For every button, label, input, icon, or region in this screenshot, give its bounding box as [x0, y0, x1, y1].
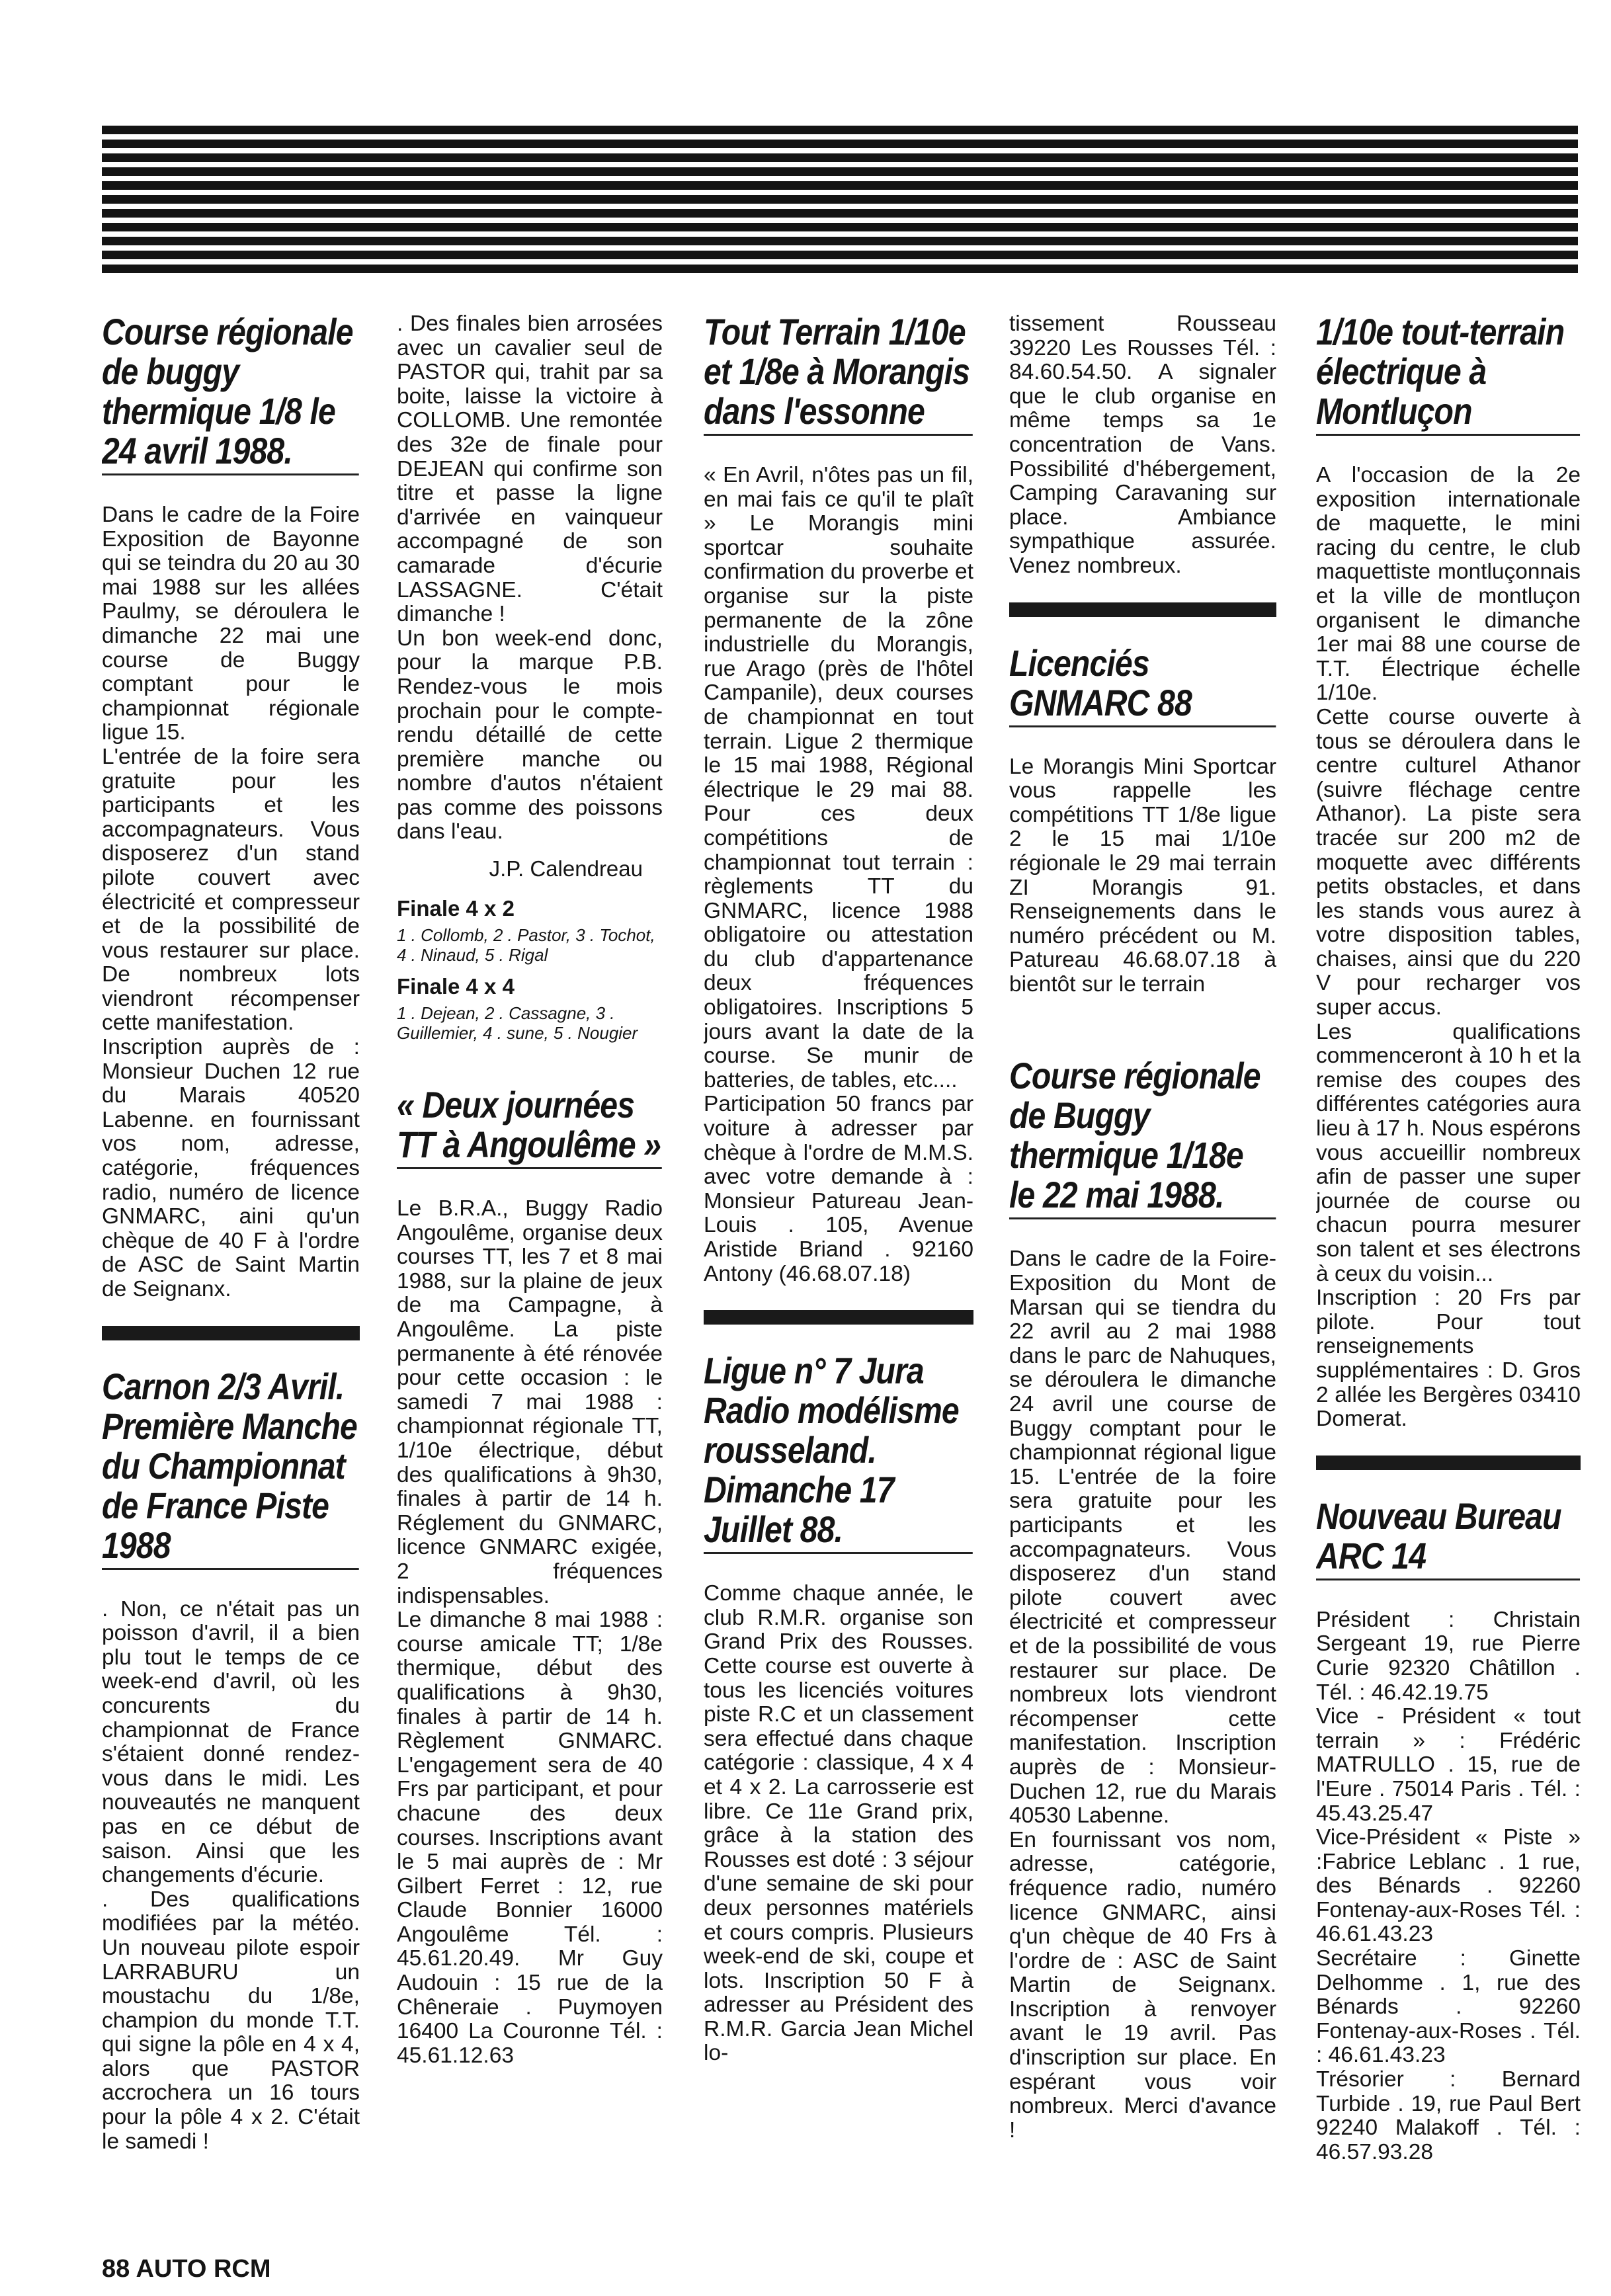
section-divider [1009, 602, 1276, 617]
results-list: 1 . Collomb, 2 . Pastor, 3 . Tochot, 4 . Ninaud, 5 . Rigal [397, 925, 655, 965]
article-body: Dans le cadre de la Foire-Exposition du Mont de Marsan qui se tiendra du 22 avril au 2 mai 1988 dans le parc de Nahuques, se déroulera le dimanche 24 avril une course de Buggy comptant pour le championnat régional ligue 15. L'entrée de la foire sera gratuite pour les participants et les accompagnateurs. Vous disposerez d'un stand pilote couvert avec électricité et compresseur et de la possibilité de vous restaurer sur place. De nombreux lots viendront récompenser cette manifestation. Inscription auprès de : Monsieur-Duchen 12, rue du Marais 40530 Labenne. En fournissant vos nom, adresse, catégorie, fréquence radio, numéro licence GNMARC, ainsi q'un chèque de 40 Frs à l'ordre de : ASC de Saint Martin de Seignanx. Inscription à renvoyer avant le 19 avril. Pas d'inscription sur place. En espérant vous voir nombreux. Merci d'avance ! [1009, 1247, 1276, 2143]
section-divider [1316, 1456, 1581, 1470]
column-4 [1009, 312, 1276, 2143]
author-signature: J.P. Calendreau [489, 856, 643, 882]
column-1 [102, 312, 360, 2154]
article-body: Dans le cadre de la Foire Exposition de Bayonne qui se teindra du 20 au 30 mai 1988 sur les allées Paulmy, se déroulera le dimanche 22 mai une course de Buggy comptant pour le championnat régionale ligue 15. L'entrée de la foire sera gratuite pour les participants et les accompagnateurs. Vous disposerez d'un stand pilote couvert avec électricité et compresseur et de la possibilité de vous restaurer sur place. De nombreux lots viendront récompenser cette manifestation. Inscription auprès de : Monsieur Duchen 12 rue du Marais 40520 Labenne. en fournissant vos nom, adresse, catégorie, fréquences radio, numéro de licence GNMARC, aini qu'un chèque de 40 F à l'ordre de ASC de Saint Martin de Seignanx. [102, 503, 360, 1301]
article-title: 1/10e tout-terrain électrique à Montluçon [1316, 312, 1580, 436]
article-body: A l'occasion de la 2e exposition internationale de maquette, le mini racing du centre, le club maquettiste montluçonnais et la ville de montluçon organisent le dimanche 1er mai 88 une course de T.T. Électrique échelle 1/10e. Cette course ouverte à tous se déroulera dans le centre culturel Athanor (suivre fléchage centre Athanor). La piste sera tracée sur 200 m2 de moquette avec différents petits obstacles, et dans les stands vous aurez à votre disposition tables, chaises, ainsi que du 220 V pour recharger vos super accus. Les qualifications commenceront à 10 h et la remise des coupes des différentes catégories aura lieu à 17 h. Nous espérons vous accueillir nombreux afin de passer une super journée de course ou chacun pourra mesurer son talent et ses électrons à ceux du voisin... Inscription : 20 Frs par pilote. Pour tout renseignements supplémentaires : D. Gros 2 allée les Bergères 03410 Domerat. [1316, 463, 1581, 1432]
article-title: Course régionale de Buggy thermique 1/18e le 22 mai 1988. [1009, 1056, 1276, 1219]
article-body: Comme chaque année, le club R.M.R. organise son Grand Prix des Rousses. Cette course est ouverte à tous les licenciés voitures piste R.C et un classement sera effectué dans chaque catégorie : classique, 4 x 4 et 4 x 2. La carrosserie est libre. Ce 11e Grand prix, grâce à la station des Rousses est doté : 3 séjour d'une semaine de ski pour deux personnes matériels et cours compris. Plusieurs week-end de ski, coupe et lots. Inscription 50 F à adresser au Président des R.M.R. Garcia Jean Michel lo- [704, 1581, 973, 2066]
header-stripes [102, 126, 1578, 284]
page-number: 88 [102, 2255, 130, 2283]
column-5 [1316, 312, 1581, 2164]
results-list: 1 . Dejean, 2 . Cassagne, 3 . Guillemier, 4 . sune, 5 . Nougier [397, 1003, 638, 1044]
article-body: . Des finales bien arrosées avec un cavalier seul de PASTOR qui, trahit par sa boite, laisse la victoire à COLLOMB. Une remontée des 32e de finale pour DEJEAN qui confirme son titre et passe la ligne d'arrivée en vainqueur accompagné de son camarade d'écurie LASSAGNE. C'était dimanche ! Un bon week-end donc, pour la marque P.B. Rendez-vous le mois prochain pour le compte-rendu détaillé de cette première manche ou nombre d'autos n'étaient pas comme des poissons dans l'eau. [397, 312, 663, 844]
results-heading: Finale 4 x 2 [397, 896, 515, 921]
article-title: Ligue n° 7 Jura Radio modélisme rousseland. Dimanche 17 Juillet 88. [704, 1351, 973, 1554]
article-body: . Non, ce n'était pas un poisson d'avril, il a bien plu tout le temps de ce week-end d'avril, où les concurents du championnat de France s'étaient donné rendez-vous dans le midi. Les nouveautés ne manquent pas en ce début de saison. Ainsi que les changements d'écurie. . Des qualifications modifiées par la météo. Un nouveau pilote espoir LARRABURU un moustachu du 1/8e, champion du monde T.T. qui signe la pôle en 4 x 4, alors que PASTOR accrochera un 16 tours pour la pôle 4 x 2. C'était le samedi ! [102, 1596, 360, 2154]
section-divider [102, 1326, 360, 1340]
column-3 [704, 312, 973, 2066]
magazine-name: AUTO RCM [136, 2255, 271, 2283]
article-title: Licenciés GNMARC 88 [1009, 643, 1276, 727]
article-title: Course régionale de buggy thermique 1/8 le 24 avril 1988. [102, 312, 359, 475]
article-title: « Deux journées TT à Angoulême » [397, 1085, 662, 1169]
article-body: « En Avril, n'ôtes pas un fil, en mai fais ce qu'il te plaît » Le Morangis mini sportcar souhaite confirmation du proverbe et organise sur la piste permanente de la zône industrielle du Morangis, rue Arago (près de l'hôtel Campanile), deux courses de championnat en tout terrain. Ligue 2 thermique le 15 mai 1988, Régional électrique le 29 mai 88. Pour ces deux compétitions de championnat tout terrain : règlements TT du GNMARC, licence 1988 obligatoire ou attestation du club d'appartenance deux fréquences obligatoires. Inscriptions 5 jours avant la date de la course. Se munir de batteries, de tables, etc.... Participation 50 francs par voiture à adresser par chèque à l'ordre de M.M.S. avec votre demande à : Monsieur Patureau Jean-Louis . 105, Avenue Aristide Briand . 92160 Antony (46.68.07.18) [704, 463, 973, 1286]
section-divider [704, 1310, 973, 1325]
article-title: Nouveau Bureau ARC 14 [1316, 1496, 1580, 1580]
column-2 [397, 312, 663, 2068]
article-title: Carnon 2/3 Avril. Première Manche du Championnat de France Piste 1988 [102, 1367, 359, 1570]
article-body: Le Morangis Mini Sportcar vous rappelle les compétitions TT 1/8e ligue 2 le 15 mai 1/10e régionale le 29 mai terrain ZI Morangis 91. Renseignements dans le numéro précédent ou M. Patureau 46.68.07.18 à bientôt sur le terrain [1009, 754, 1276, 997]
article-body: Président : Christain Sergeant 19, rue Pierre Curie 92320 Châtillon . Tél. : 46.42.19.75 Vice - Président « tout terrain » : Frédéric MATRULLO . 15, rue de l'Eure . 75014 Paris . Tél. : 45.43.25.47 Vice-Président « Piste » :Fabrice Leblanc . 1 rue, des Bénards . 92260 Fontenay-aux-Roses Tél. : 46.61.43.23 Secrétaire : Ginette Delhomme . 1, rue des Bénards . 92260 Fontenay-aux-Roses . Tél. : 46.61.43.23 Trésorier : Bernard Turbide . 19, rue Paul Bert 92240 Malakoff . Tél. : 46.57.93.28 [1316, 1607, 1581, 2164]
article-body: tissement Rousseau 39220 Les Rousses Tél. : 84.60.54.50. A signaler que le club organise en même temps sa 1e concentration de Vans. Possibilité d'hébergement, Camping Caravaning sur place. Ambiance sympathique assurée. Venez nombreux. [1009, 312, 1276, 578]
page-footer [102, 2255, 271, 2283]
results-heading: Finale 4 x 4 [397, 974, 515, 999]
article-body: Le B.R.A., Buggy Radio Angoulême, organise deux courses TT, les 7 et 8 mai 1988, sur la plaine de jeux de ma Campagne, à Angoulême. La piste permanente à été rénovée pour cette occasion : le samedi 7 mai 1988 : championnat régionale TT, 1/10e électrique, début des qualifications à 9h30, finales à partir de 14 h. Réglement du GNMARC, licence GNMARC exigée, 2 fréquences indispensables. Le dimanche 8 mai 1988 : course amicale TT; 1/8e thermique, début des qualifications à 9h30, finales à partir de 14 h. Règlement GNMARC. L'engagement sera de 40 Frs par participant, et pour chacune des deux courses. Inscriptions avant le 5 mai auprès de : Mr Gilbert Ferret : 12, rue Claude Bonnier 16000 Angoulême Tél. : 45.61.20.49. Mr Guy Audouin : 15 rue de la Chêneraie . Puymoyen 16400 La Couronne Tél. : 45.61.12.63 [397, 1196, 663, 2068]
article-title: Tout Terrain 1/10e et 1/8e à Morangis dans l'essonne [704, 312, 973, 436]
